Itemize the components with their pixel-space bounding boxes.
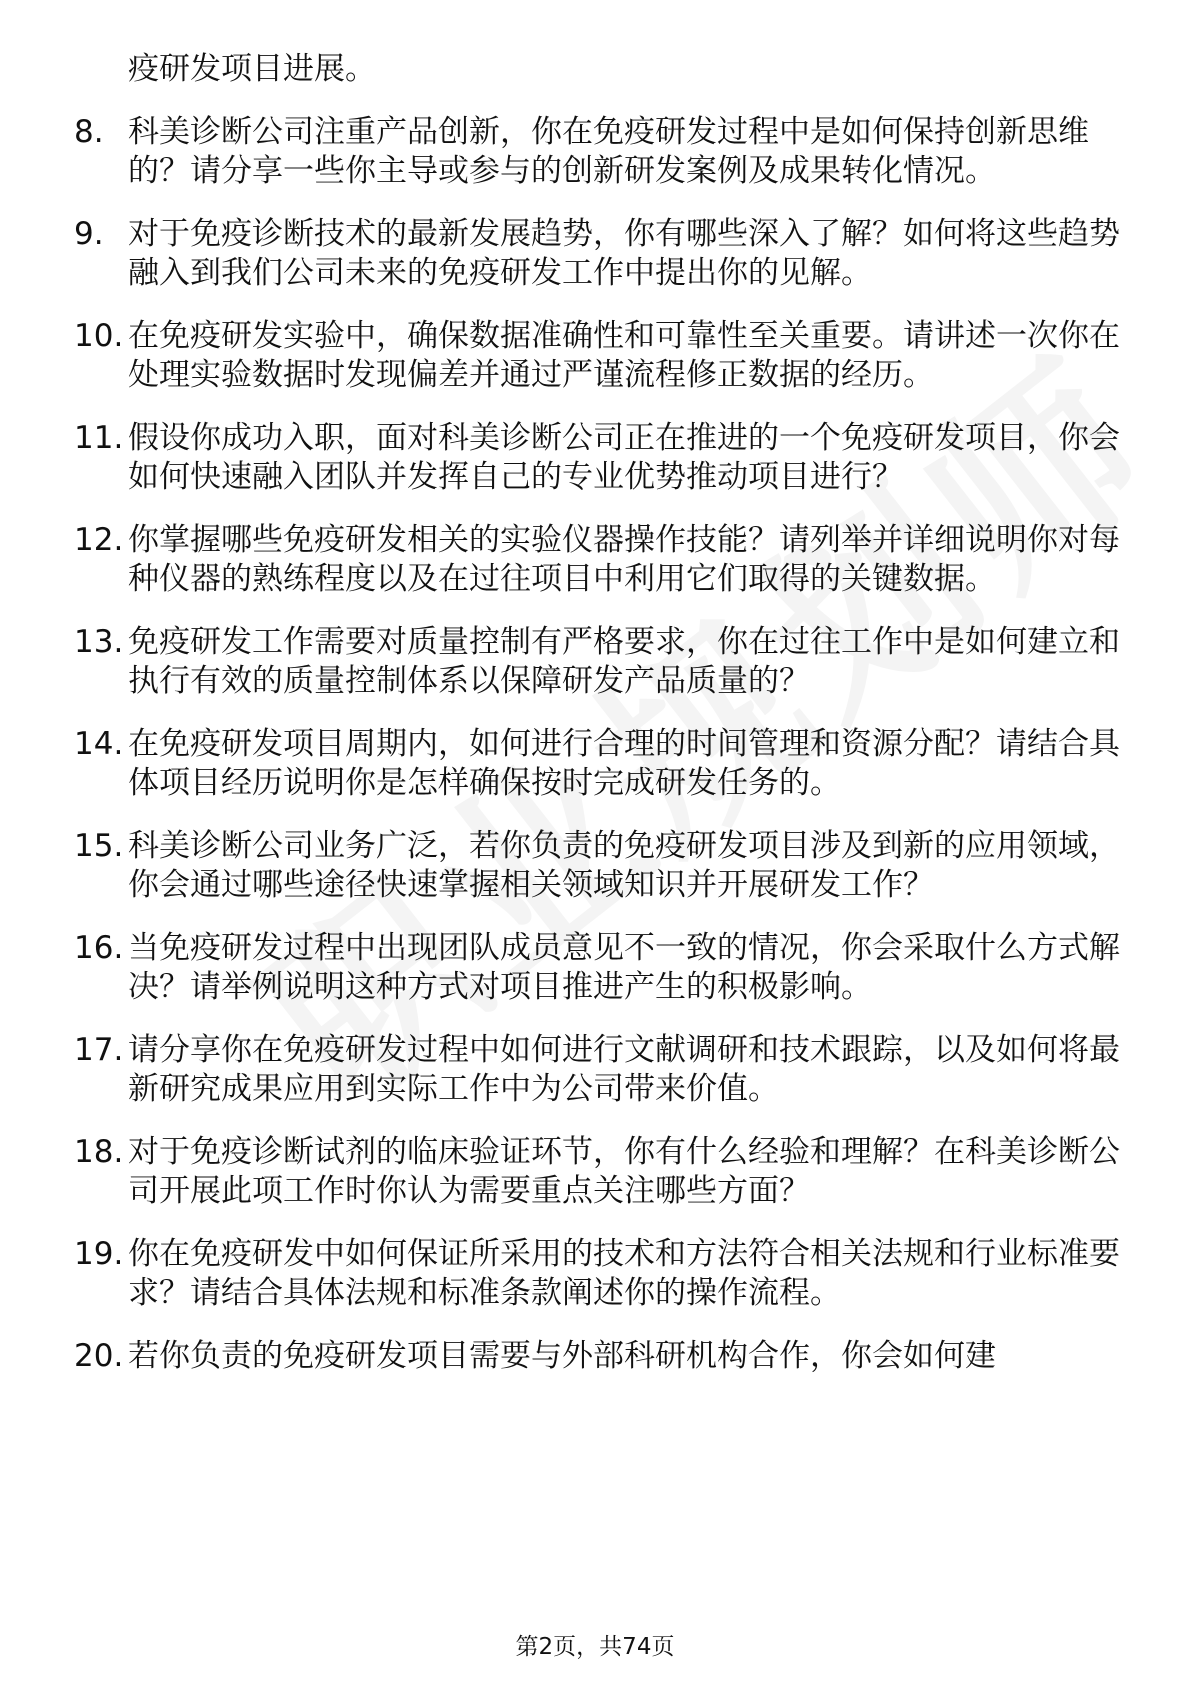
list-item (74, 1133, 1124, 1211)
list-item (74, 113, 1124, 191)
question-number: 15. (74, 828, 124, 864)
list-item (74, 623, 1124, 701)
list-item (74, 317, 1124, 395)
question-text: 科美诊断公司业务广泛，若你负责的免疫研发项目涉及到新的应用领域，你会通过哪些途径快速掌握相关领域知识并开展研发工作？ (128, 828, 1120, 903)
question-text: 当免疫研发过程中出现团队成员意见不一致的情况，你会采取什么方式解决？请举例说明这种方式对项目推进产生的积极影响。 (128, 930, 1120, 1005)
page-number: 第2页，共74页 (515, 1634, 675, 1660)
question-text: 请分享你在免疫研发过程中如何进行文献调研和技术跟踪，以及如何将最新研究成果应用到实际工作中为公司带来价值。 (128, 1032, 1120, 1107)
list-item (74, 1337, 1124, 1376)
list-item (74, 1235, 1124, 1313)
question-number: 11. (74, 420, 124, 456)
question-text: 免疫研发工作需要对质量控制有严格要求，你在过往工作中是如何建立和执行有效的质量控制体系以保障研发产品质量的？ (128, 624, 1120, 699)
question-text: 在免疫研发实验中，确保数据准确性和可靠性至关重要。请讲述一次你在处理实验数据时发现偏差并通过严谨流程修正数据的经历。 (128, 318, 1120, 393)
question-text: 在免疫研发项目周期内，如何进行合理的时间管理和资源分配？请结合具体项目经历说明你是怎样确保按时完成研发任务的。 (128, 726, 1120, 801)
question-text: 假设你成功入职，面对科美诊断公司正在推进的一个免疫研发项目，你会如何快速融入团队并发挥自己的专业优势推动项目进行？ (128, 420, 1120, 495)
question-text: 你掌握哪些免疫研发相关的实验仪器操作技能？请列举并详细说明你对每种仪器的熟练程度以及在过往项目中利用它们取得的关键数据。 (128, 522, 1120, 597)
question-number: 16. (74, 930, 124, 966)
question-number: 10. (74, 318, 124, 354)
list-item (74, 419, 1124, 497)
question-text: 对于免疫诊断试剂的临床验证环节，你有什么经验和理解？在科美诊断公司开展此项工作时你认为需要重点关注哪些方面？ (128, 1134, 1120, 1209)
question-list (74, 50, 1124, 1400)
question-number: 13. (74, 624, 124, 660)
question-number: 14. (74, 726, 124, 762)
question-text: 若你负责的免疫研发项目需要与外部科研机构合作，你会如何建 (128, 1338, 996, 1374)
question-text: 你在免疫研发中如何保证所采用的技术和方法符合相关法规和行业标准要求？请结合具体法规和标准条款阐述你的操作流程。 (128, 1236, 1120, 1311)
question-number: 12. (74, 522, 124, 558)
list-item (74, 215, 1124, 293)
question-number: 9. (74, 216, 104, 252)
list-item (74, 521, 1124, 599)
question-number: 20. (74, 1338, 124, 1374)
question-number: 8. (74, 114, 104, 150)
list-item (74, 725, 1124, 803)
question-number: 17. (74, 1032, 124, 1068)
list-item (74, 1031, 1124, 1109)
question-number: 18. (74, 1134, 124, 1170)
question-text: 科美诊断公司注重产品创新，你在免疫研发过程中是如何保持创新思维的？请分享一些你主导或参与的创新研发案例及成果转化情况。 (128, 114, 1089, 189)
list-item (74, 827, 1124, 905)
question-number: 19. (74, 1236, 124, 1272)
list-item (74, 929, 1124, 1007)
continued-text: 疫研发项目进展。 (128, 51, 376, 87)
question-text: 对于免疫诊断技术的最新发展趋势，你有哪些深入了解？如何将这些趋势融入到我们公司未来的免疫研发工作中提出你的见解。 (128, 216, 1120, 291)
